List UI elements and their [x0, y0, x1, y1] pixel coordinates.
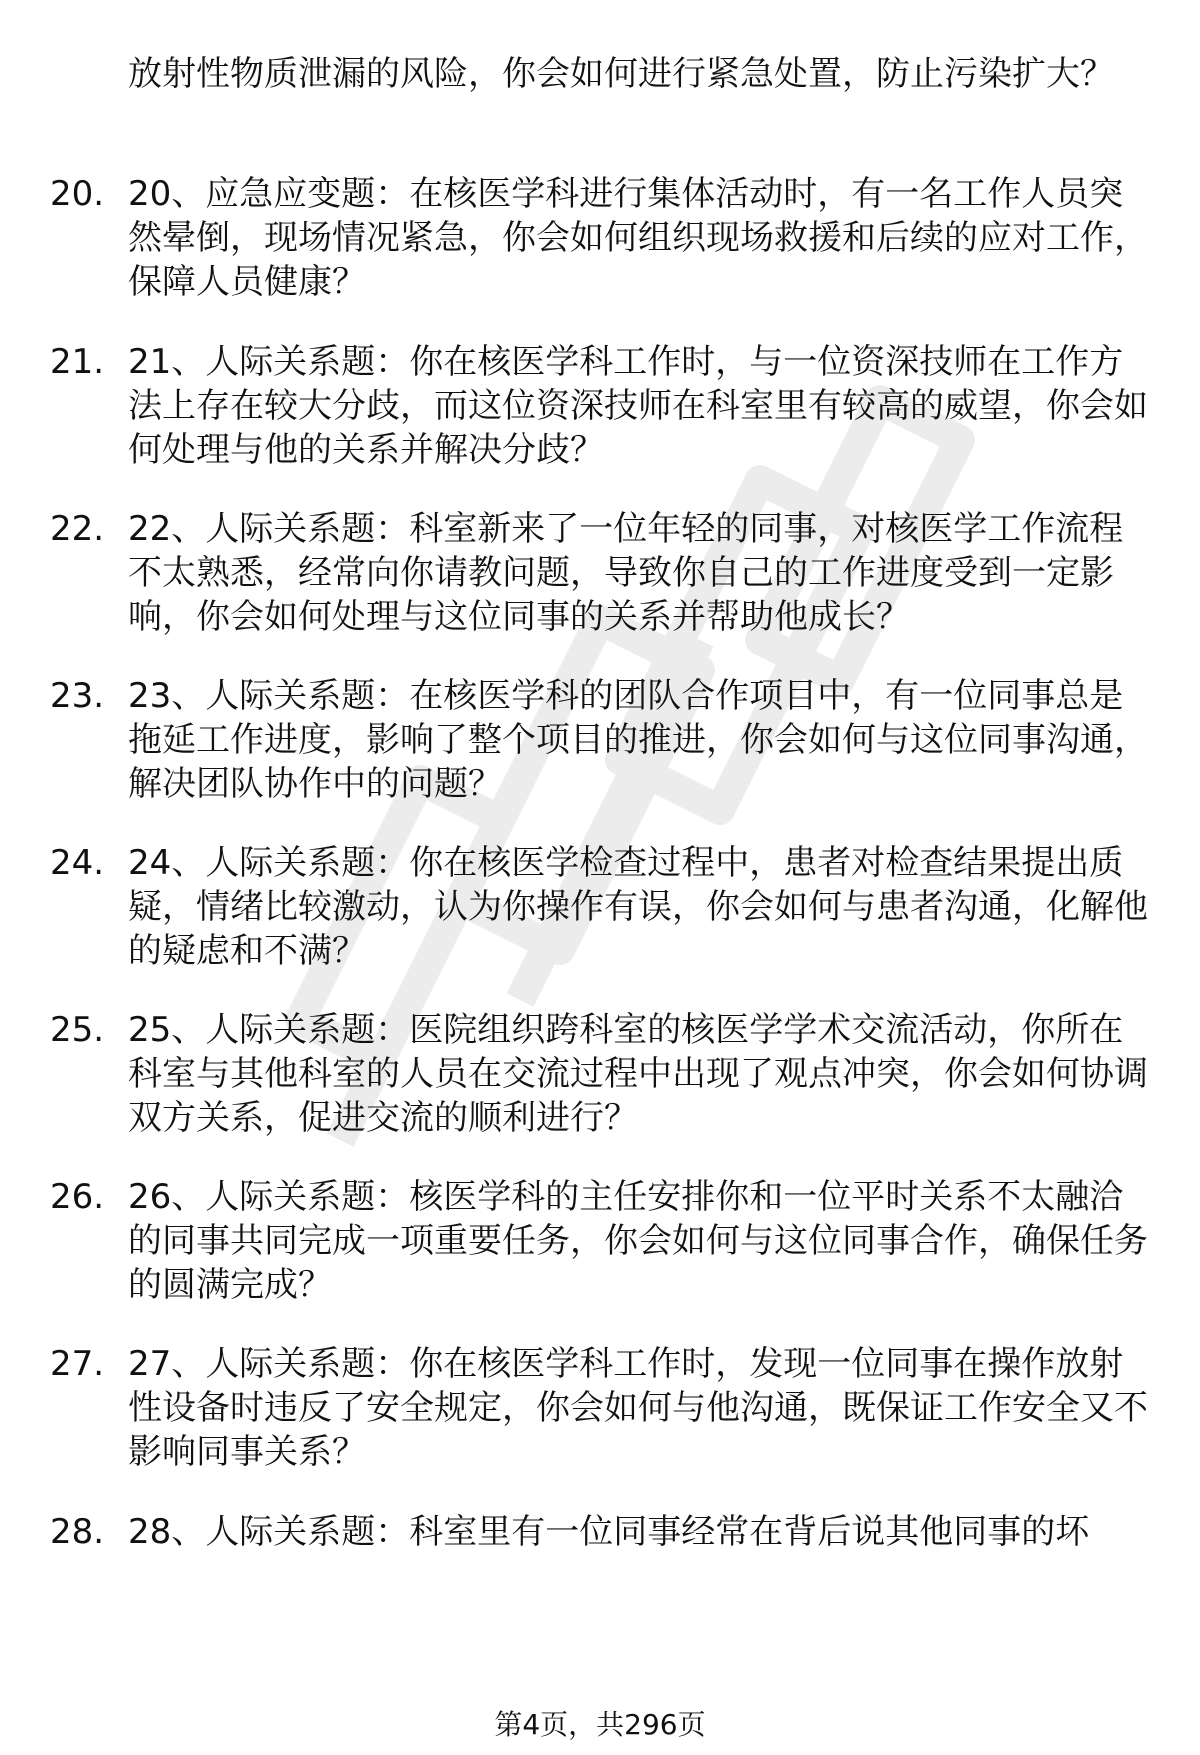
question-text: 25、人际关系题：医院组织跨科室的核医学学术交流活动，你所在科室与其他科室的人员在交流过程中出现了观点冲突，你会如何协调双方关系，促进交流的顺利进行？ — [128, 1010, 1148, 1138]
question-number: 27. — [50, 1344, 105, 1384]
question-number: 28. — [50, 1512, 105, 1552]
question-text: 27、人际关系题：你在核医学科工作时，发现一位同事在操作放射性设备时违反了安全规定，你会如何与他沟通，既保证工作安全又不影响同事关系？ — [128, 1344, 1148, 1472]
question-text: 28、人际关系题：科室里有一位同事经常在背后说其他同事的坏 — [128, 1512, 1090, 1552]
question-text: 24、人际关系题：你在核医学检查过程中，患者对检查结果提出质疑，情绪比较激动，认为你操作有误，你会如何与患者沟通，化解他的疑虑和不满？ — [128, 843, 1148, 971]
question-number: 23. — [50, 676, 105, 716]
question-number: 25. — [50, 1010, 105, 1050]
question-number: 26. — [50, 1177, 105, 1217]
page-footer: 第4页，共296页 — [494, 1708, 706, 1741]
question-number: 24. — [50, 843, 105, 883]
continuation-text: 放射性物质泄漏的风险，你会如何进行紧急处置，防止污染扩大？ — [128, 54, 1114, 94]
question-text: 22、人际关系题：科室新来了一位年轻的同事，对核医学工作流程不太熟悉，经常向你请教问题，导致你自己的工作进度受到一定影响，你会如何处理与这位同事的关系并帮助他成长？ — [128, 509, 1124, 637]
question-text: 21、人际关系题：你在核医学科工作时，与一位资深技师在工作方法上存在较大分歧，而这位资深技师在科室里有较高的威望，你会如何处理与他的关系并解决分歧？ — [128, 342, 1148, 470]
question-text: 26、人际关系题：核医学科的主任安排你和一位平时关系不太融洽的同事共同完成一项重要任务，你会如何与这位同事合作，确保任务的圆满完成？ — [128, 1177, 1148, 1305]
question-number: 21. — [50, 342, 105, 382]
question-number: 22. — [50, 509, 105, 549]
question-number: 20. — [50, 174, 105, 214]
question-text: 23、人际关系题：在核医学科的团队合作项目中，有一位同事总是拖延工作进度，影响了整个项目的推进，你会如何与这位同事沟通，解决团队协作中的问题？ — [128, 676, 1148, 804]
question-text: 20、应急应变题：在核医学科进行集体活动时，有一名工作人员突然晕倒，现场情况紧急，你会如何组织现场救援和后续的应对工作，保障人员健康？ — [128, 174, 1148, 302]
